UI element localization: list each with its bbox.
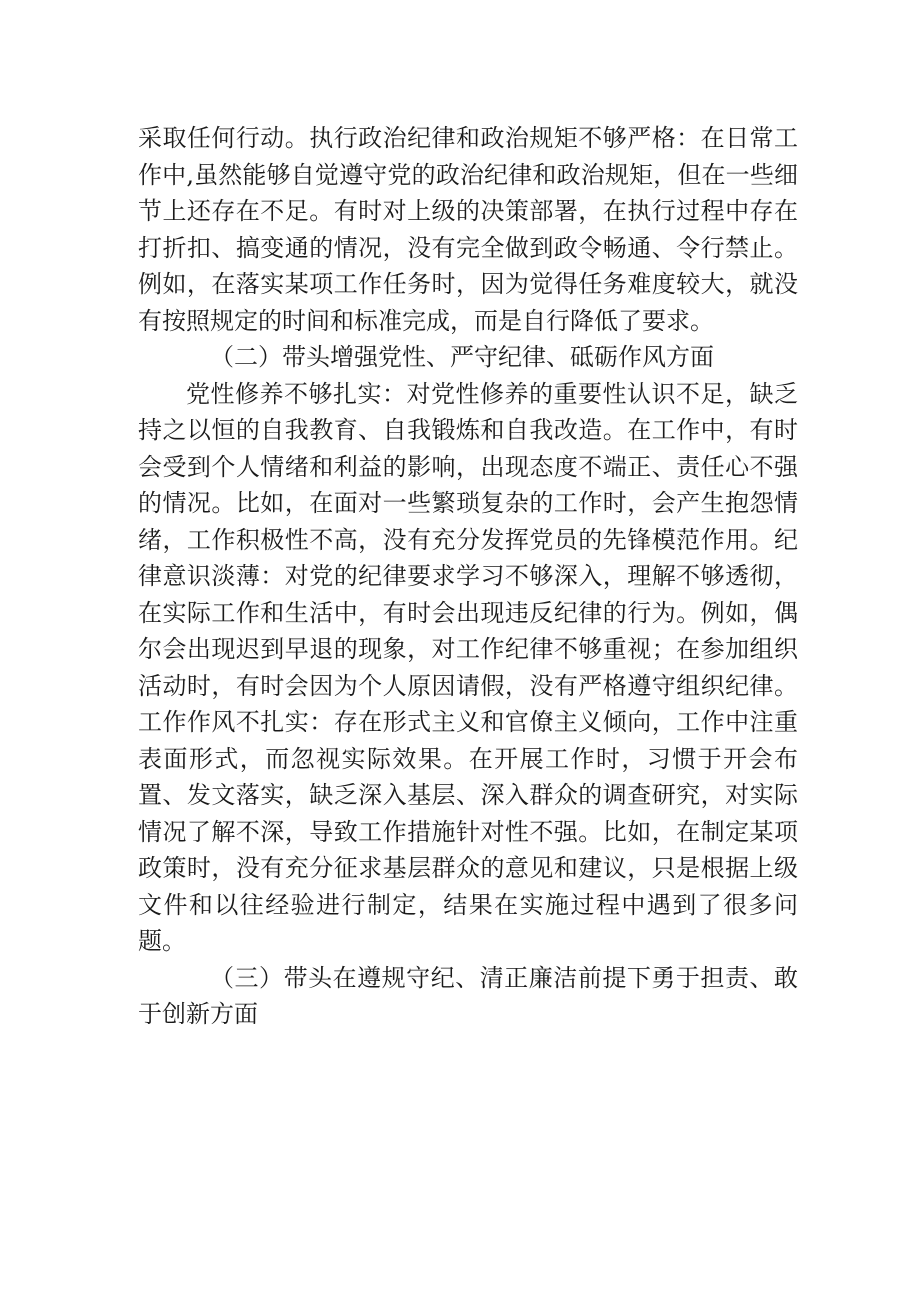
- document-body: [138, 120, 798, 1033]
- continued-paragraph: 采取任何行动。执行政治纪律和政治规矩不够严格：在日常工作中,虽然能够自觉遵守党的政治纪律和政治规矩，但在一些细节上还存在不足。有时对上级的决策部署，在执行过程中存在打折扣、搞变通的情况，没有完全做到政令畅通、令行禁止。例如，在落实某项工作任务时，因为觉得任务难度较大，就没有按照规定的时间和标准完成，而是自行降低了要求。: [138, 124, 798, 335]
- section-2-heading: （二）带头增强党性、严守纪律、砥砺作风方面: [210, 343, 714, 371]
- section-3-heading: （三）带头在遵规守纪、清正廉洁前提下勇于担责、敢于创新方面: [138, 963, 798, 1028]
- section-2-body-paragraph: 党性修养不够扎实：对党性修养的重要性认识不足，缺乏持之以恒的自我教育、自我锻炼和自我改造。在工作中，有时会受到个人情绪和利益的影响，出现态度不端正、责任心不强的情况。比如，在面对一些繁琐复杂的工作时，会产生抱怨情绪，工作积极性不高，没有充分发挥党员的先锋模范作用。纪律意识淡薄：对党的纪律要求学习不够深入，理解不够透彻，在实际工作和生活中，有时会出现违反纪律的行为。例如，偶尔会出现迟到早退的现象，对工作纪律不够重视；在参加组织活动时，有时会因为个人原因请假，没有严格遵守组织纪律。工作作风不扎实：存在形式主义和官僚主义倾向，工作中注重表面形式，而忽视实际效果。在开展工作时，习惯于开会布置、发文落实，缺乏深入基层、深入群众的调查研究，对实际情况了解不深，导致工作措施针对性不强。比如，在制定某项政策时，没有充分征求基层群众的意见和建议，只是根据上级文件和以往经验进行制定，结果在实施过程中遇到了很多问题。: [138, 379, 798, 955]
